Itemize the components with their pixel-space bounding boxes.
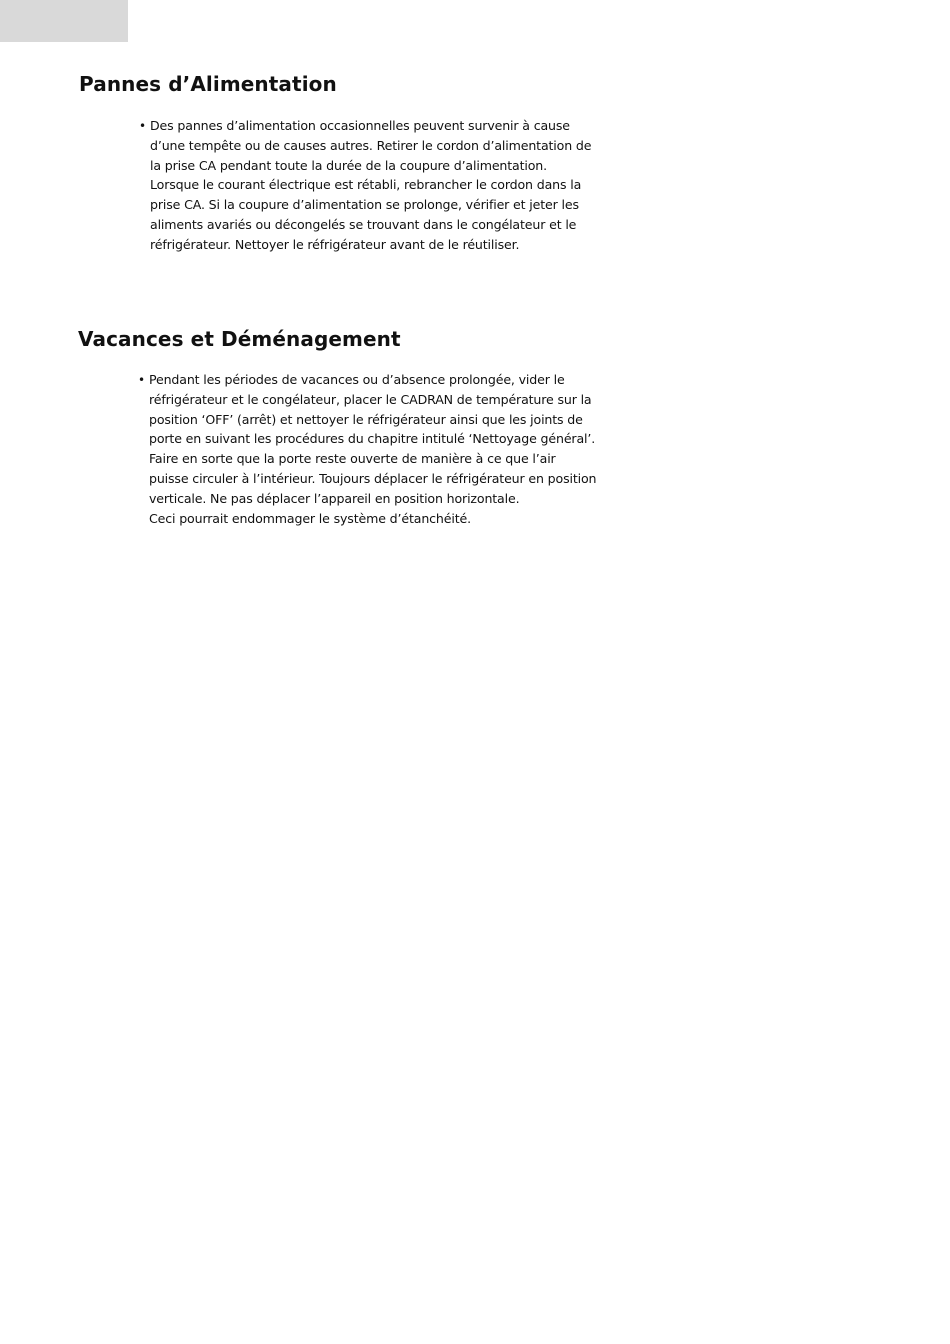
paragraph-line: position ‘OFF’ (arrêt) et nettoyer le réfrigérateur ainsi que les joints de [149,411,583,427]
paragraph-line: • Pendant les périodes de vacances ou d’absence prolongée, vider le [138,370,596,390]
paragraph-line: verticale. Ne pas déplacer l’appareil en position horizontale. [149,490,520,506]
bullet-paragraph [139,116,591,255]
paragraph-line: d’une tempête ou de causes autres. Retirer le cordon d’alimentation de [150,137,592,153]
paragraph-line: réfrigérateur et le congélateur, placer le CADRAN de température sur la [149,391,592,407]
bullet-icon: • [138,373,145,387]
section-heading: Pannes d’Alimentation [79,72,337,96]
paragraph-line: prise CA. Si la coupure d’alimentation se prolonge, vérifier et jeter les [150,197,579,213]
paragraph-line: Ceci pourrait endommager le système d’étanchéité. [149,510,471,526]
paragraph-line: la prise CA pendant toute la durée de la coupure d’alimentation. [150,157,547,173]
page-corner-tab [0,0,128,42]
paragraph-line: porte en suivant les procédures du chapitre intitulé ‘Nettoyage général’. [149,431,596,447]
paragraph-line: • Des pannes d’alimentation occasionnelles peuvent survenir à cause [139,116,591,136]
paragraph-line: réfrigérateur. Nettoyer le réfrigérateur avant de le réutiliser. [150,236,520,252]
bullet-icon: • [139,119,146,133]
section-heading: Vacances et Déménagement [78,327,401,351]
paragraph-line: aliments avariés ou décongelés se trouvant dans le congélateur et le [150,216,577,232]
paragraph-line: Faire en sorte que la porte reste ouverte de manière à ce que l’air [149,451,556,467]
paragraph-line: puisse circuler à l’intérieur. Toujours déplacer le réfrigérateur en position [149,470,597,486]
bullet-paragraph [138,370,596,528]
paragraph-line: Lorsque le courant électrique est rétabli, rebrancher le cordon dans la [150,177,582,193]
